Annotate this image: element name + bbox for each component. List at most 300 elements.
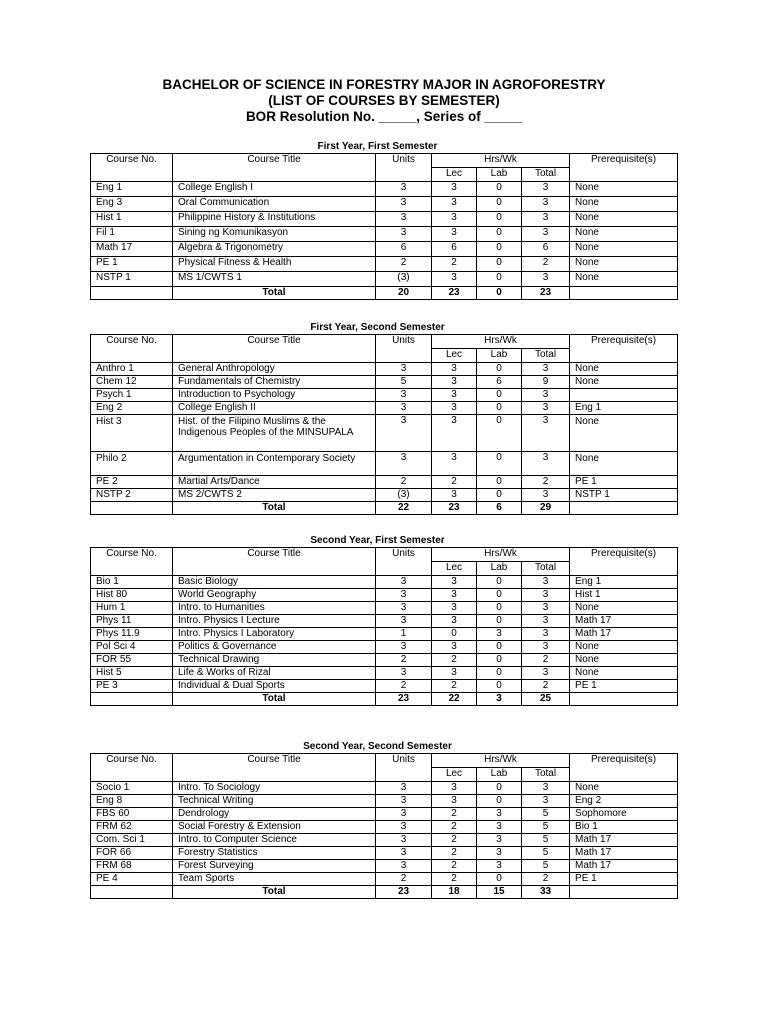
totals-total: 29 xyxy=(522,502,570,515)
totals-lab: 3 xyxy=(477,693,522,706)
course-total-hours: 3 xyxy=(522,782,570,795)
table-row xyxy=(91,808,678,821)
bor-resolution: BOR Resolution No. _____, Series of _____ xyxy=(245,109,523,124)
header-prerequisites: Prerequisite(s) xyxy=(570,154,678,182)
totals-row xyxy=(91,693,678,706)
course-units: 3 xyxy=(376,363,432,376)
course-title: MS 1/CWTS 1 xyxy=(173,272,376,287)
header-lec: Lec xyxy=(432,562,477,576)
course-title: Martial Arts/Dance xyxy=(173,476,376,489)
course-no: FOR 55 xyxy=(91,654,173,667)
course-prerequisite: None xyxy=(570,257,678,272)
course-lab-hours: 0 xyxy=(477,654,522,667)
course-title: Intro. to Computer Science xyxy=(173,834,376,847)
header-hrs-wk: Hrs/Wk xyxy=(432,154,570,168)
course-title: Intro. Physics I Laboratory xyxy=(173,628,376,641)
course-prerequisite: None xyxy=(570,782,678,795)
course-lec-hours: 2 xyxy=(432,680,477,693)
header-total: Total xyxy=(522,562,570,576)
table-row xyxy=(91,197,678,212)
table-row xyxy=(91,182,678,197)
course-units: 3 xyxy=(376,795,432,808)
header-course-title: Course Title xyxy=(173,548,376,576)
course-title: Argumentation in Contemporary Society xyxy=(173,452,376,476)
course-lab-hours: 0 xyxy=(477,641,522,654)
course-lec-hours: 2 xyxy=(432,873,477,886)
course-total-hours: 3 xyxy=(522,641,570,654)
document-header xyxy=(0,77,768,125)
table-row xyxy=(91,667,678,680)
course-lec-hours: 2 xyxy=(432,834,477,847)
course-lec-hours: 2 xyxy=(432,847,477,860)
header-lab: Lab xyxy=(477,562,522,576)
table-row xyxy=(91,476,678,489)
totals-empty-cell xyxy=(91,502,173,515)
course-no: PE 4 xyxy=(91,873,173,886)
course-lec-hours: 3 xyxy=(432,376,477,389)
course-no: Hist 3 xyxy=(91,415,173,452)
course-prerequisite: Math 17 xyxy=(570,860,678,873)
semester-section xyxy=(90,322,677,515)
semester-section xyxy=(90,141,677,300)
course-lec-hours: 3 xyxy=(432,489,477,502)
course-prerequisite: None xyxy=(570,654,678,667)
course-no: Socio 1 xyxy=(91,782,173,795)
course-total-hours: 3 xyxy=(522,667,570,680)
course-total-hours: 3 xyxy=(522,182,570,197)
course-prerequisite: Math 17 xyxy=(570,615,678,628)
table-row xyxy=(91,576,678,589)
course-total-hours: 2 xyxy=(522,257,570,272)
course-title: Forest Surveying xyxy=(173,860,376,873)
totals-lab: 0 xyxy=(477,287,522,300)
course-total-hours: 5 xyxy=(522,834,570,847)
course-lab-hours: 0 xyxy=(477,257,522,272)
course-no: FRM 68 xyxy=(91,860,173,873)
course-lec-hours: 2 xyxy=(432,257,477,272)
totals-lec: 18 xyxy=(432,886,477,899)
semester-title: First Year, First Semester xyxy=(317,141,438,152)
header-hrs-wk: Hrs/Wk xyxy=(432,754,570,768)
totals-empty-cell xyxy=(91,287,173,300)
course-lec-hours: 3 xyxy=(432,197,477,212)
course-prerequisite: Hist 1 xyxy=(570,589,678,602)
course-total-hours: 3 xyxy=(522,212,570,227)
course-title: Dendrology xyxy=(173,808,376,821)
course-title: Fundamentals of Chemistry xyxy=(173,376,376,389)
course-prerequisite: PE 1 xyxy=(570,680,678,693)
table-row xyxy=(91,402,678,415)
header-total: Total xyxy=(522,768,570,782)
course-lec-hours: 3 xyxy=(432,272,477,287)
table-row xyxy=(91,834,678,847)
course-total-hours: 3 xyxy=(522,197,570,212)
course-prerequisite: Math 17 xyxy=(570,628,678,641)
table-row xyxy=(91,641,678,654)
course-units: 2 xyxy=(376,680,432,693)
course-title: Basic Biology xyxy=(173,576,376,589)
course-lab-hours: 0 xyxy=(477,415,522,452)
course-lab-hours: 0 xyxy=(477,602,522,615)
course-lab-hours: 0 xyxy=(477,363,522,376)
header-course-title: Course Title xyxy=(173,154,376,182)
course-no: FBS 60 xyxy=(91,808,173,821)
table-row xyxy=(91,589,678,602)
course-units: 3 xyxy=(376,615,432,628)
course-lec-hours: 3 xyxy=(432,415,477,452)
course-title: Physical Fitness & Health xyxy=(173,257,376,272)
course-lec-hours: 2 xyxy=(432,654,477,667)
course-units: 3 xyxy=(376,402,432,415)
course-total-hours: 9 xyxy=(522,376,570,389)
course-no: PE 2 xyxy=(91,476,173,489)
course-title: Social Forestry & Extension xyxy=(173,821,376,834)
table-row xyxy=(91,489,678,502)
course-lec-hours: 3 xyxy=(432,782,477,795)
course-total-hours: 3 xyxy=(522,402,570,415)
course-units: 3 xyxy=(376,415,432,452)
totals-empty-cell xyxy=(570,502,678,515)
table-row xyxy=(91,452,678,476)
table-header-row xyxy=(91,335,678,349)
course-prerequisite: None xyxy=(570,376,678,389)
header-total: Total xyxy=(522,349,570,363)
course-lab-hours: 3 xyxy=(477,834,522,847)
course-total-hours: 3 xyxy=(522,628,570,641)
header-total: Total xyxy=(522,168,570,182)
course-units: 2 xyxy=(376,873,432,886)
course-title: Forestry Statistics xyxy=(173,847,376,860)
course-no: Anthro 1 xyxy=(91,363,173,376)
header-lab: Lab xyxy=(477,168,522,182)
course-lab-hours: 0 xyxy=(477,197,522,212)
totals-label: Total xyxy=(173,502,376,515)
course-units: 3 xyxy=(376,197,432,212)
course-lab-hours: 3 xyxy=(477,860,522,873)
course-prerequisite: Eng 1 xyxy=(570,402,678,415)
course-lab-hours: 0 xyxy=(477,576,522,589)
course-no: Philo 2 xyxy=(91,452,173,476)
course-lec-hours: 3 xyxy=(432,363,477,376)
course-lec-hours: 3 xyxy=(432,667,477,680)
course-title: Intro. Physics I Lecture xyxy=(173,615,376,628)
totals-empty-cell xyxy=(91,693,173,706)
course-prerequisite: Eng 1 xyxy=(570,576,678,589)
course-prerequisite: None xyxy=(570,415,678,452)
course-no: FRM 62 xyxy=(91,821,173,834)
course-total-hours: 3 xyxy=(522,389,570,402)
totals-lab: 6 xyxy=(477,502,522,515)
semester-title: Second Year, First Semester xyxy=(310,535,445,546)
header-hrs-wk: Hrs/Wk xyxy=(432,548,570,562)
table-header-row xyxy=(91,154,678,168)
course-no: NSTP 2 xyxy=(91,489,173,502)
course-no: Eng 3 xyxy=(91,197,173,212)
course-no: FOR 66 xyxy=(91,847,173,860)
course-title: Hist. of the Filipino Muslims & the Indigenous Peoples of the MINSUPALA xyxy=(173,415,376,452)
header-lec: Lec xyxy=(432,168,477,182)
table-row xyxy=(91,272,678,287)
course-prerequisite: NSTP 1 xyxy=(570,489,678,502)
course-table xyxy=(90,753,678,899)
course-prerequisite: Bio 1 xyxy=(570,821,678,834)
header-course-no: Course No. xyxy=(91,335,173,363)
course-prerequisite: PE 1 xyxy=(570,476,678,489)
table-row xyxy=(91,782,678,795)
header-units: Units xyxy=(376,154,432,182)
semester-section xyxy=(90,535,677,706)
course-lec-hours: 0 xyxy=(432,628,477,641)
course-units: 3 xyxy=(376,389,432,402)
course-total-hours: 3 xyxy=(522,452,570,476)
semester-title: First Year, Second Semester xyxy=(310,322,445,333)
course-total-hours: 3 xyxy=(522,227,570,242)
header-prerequisites: Prerequisite(s) xyxy=(570,335,678,363)
table-row xyxy=(91,212,678,227)
course-total-hours: 3 xyxy=(522,489,570,502)
course-lab-hours: 0 xyxy=(477,389,522,402)
course-units: 3 xyxy=(376,834,432,847)
course-total-hours: 5 xyxy=(522,821,570,834)
course-units: 3 xyxy=(376,782,432,795)
course-no: Bio 1 xyxy=(91,576,173,589)
course-table xyxy=(90,547,678,706)
table-row xyxy=(91,821,678,834)
header-lab: Lab xyxy=(477,768,522,782)
course-no: Phys 11 xyxy=(91,615,173,628)
course-prerequisite: None xyxy=(570,363,678,376)
course-lab-hours: 0 xyxy=(477,489,522,502)
course-lab-hours: 0 xyxy=(477,476,522,489)
course-lab-hours: 0 xyxy=(477,227,522,242)
header-lec: Lec xyxy=(432,349,477,363)
course-total-hours: 3 xyxy=(522,795,570,808)
course-lab-hours: 0 xyxy=(477,452,522,476)
course-prerequisite xyxy=(570,389,678,402)
totals-empty-cell xyxy=(570,886,678,899)
course-lec-hours: 3 xyxy=(432,389,477,402)
course-no: Hist 5 xyxy=(91,667,173,680)
course-title: Sining ng Komunikasyon xyxy=(173,227,376,242)
course-prerequisite: Sophomore xyxy=(570,808,678,821)
course-prerequisite: None xyxy=(570,242,678,257)
course-lab-hours: 0 xyxy=(477,182,522,197)
header-course-no: Course No. xyxy=(91,754,173,782)
course-units: 3 xyxy=(376,589,432,602)
course-lab-hours: 3 xyxy=(477,628,522,641)
course-lec-hours: 3 xyxy=(432,602,477,615)
header-prerequisites: Prerequisite(s) xyxy=(570,754,678,782)
course-title: Individual & Dual Sports xyxy=(173,680,376,693)
course-prerequisite: None xyxy=(570,272,678,287)
semester-section xyxy=(90,741,677,899)
header-hrs-wk: Hrs/Wk xyxy=(432,335,570,349)
course-lab-hours: 0 xyxy=(477,873,522,886)
course-units: 3 xyxy=(376,860,432,873)
course-units: 6 xyxy=(376,242,432,257)
totals-units: 23 xyxy=(376,693,432,706)
header-prerequisites: Prerequisite(s) xyxy=(570,548,678,576)
course-prerequisite: Math 17 xyxy=(570,834,678,847)
course-no: Com. Sci 1 xyxy=(91,834,173,847)
course-total-hours: 5 xyxy=(522,847,570,860)
course-no: Eng 1 xyxy=(91,182,173,197)
header-course-title: Course Title xyxy=(173,335,376,363)
course-lec-hours: 3 xyxy=(432,227,477,242)
course-prerequisite: Eng 2 xyxy=(570,795,678,808)
course-lab-hours: 0 xyxy=(477,272,522,287)
course-no: Pol Sci 4 xyxy=(91,641,173,654)
header-course-no: Course No. xyxy=(91,154,173,182)
course-lec-hours: 3 xyxy=(432,795,477,808)
course-units: 5 xyxy=(376,376,432,389)
course-total-hours: 2 xyxy=(522,873,570,886)
header-units: Units xyxy=(376,548,432,576)
table-row xyxy=(91,615,678,628)
course-title: Introduction to Psychology xyxy=(173,389,376,402)
course-total-hours: 3 xyxy=(522,615,570,628)
course-no: Math 17 xyxy=(91,242,173,257)
list-subtitle: (LIST OF COURSES BY SEMESTER) xyxy=(268,93,500,108)
table-row xyxy=(91,602,678,615)
course-total-hours: 2 xyxy=(522,476,570,489)
table-row xyxy=(91,257,678,272)
header-lab: Lab xyxy=(477,349,522,363)
course-lec-hours: 6 xyxy=(432,242,477,257)
course-total-hours: 2 xyxy=(522,654,570,667)
totals-total: 33 xyxy=(522,886,570,899)
course-prerequisite: None xyxy=(570,227,678,242)
course-lab-hours: 0 xyxy=(477,212,522,227)
course-units: 3 xyxy=(376,821,432,834)
course-no: Phys 11.9 xyxy=(91,628,173,641)
totals-empty-cell xyxy=(570,693,678,706)
course-title: Team Sports xyxy=(173,873,376,886)
course-units: 3 xyxy=(376,847,432,860)
course-no: NSTP 1 xyxy=(91,272,173,287)
course-title: General Anthropology xyxy=(173,363,376,376)
course-total-hours: 5 xyxy=(522,860,570,873)
course-lec-hours: 2 xyxy=(432,808,477,821)
course-title: Technical Drawing xyxy=(173,654,376,667)
course-units: 3 xyxy=(376,602,432,615)
totals-lec: 22 xyxy=(432,693,477,706)
course-total-hours: 2 xyxy=(522,680,570,693)
course-units: 3 xyxy=(376,452,432,476)
course-lec-hours: 3 xyxy=(432,641,477,654)
course-units: 3 xyxy=(376,182,432,197)
header-units: Units xyxy=(376,754,432,782)
course-lec-hours: 3 xyxy=(432,452,477,476)
course-prerequisite: None xyxy=(570,197,678,212)
course-title: Algebra & Trigonometry xyxy=(173,242,376,257)
course-units: 3 xyxy=(376,576,432,589)
course-title: MS 2/CWTS 2 xyxy=(173,489,376,502)
course-title: Intro. To Sociology xyxy=(173,782,376,795)
table-row xyxy=(91,860,678,873)
course-no: Fil 1 xyxy=(91,227,173,242)
course-prerequisite: None xyxy=(570,212,678,227)
course-title: World Geography xyxy=(173,589,376,602)
course-lec-hours: 3 xyxy=(432,212,477,227)
course-no: Eng 2 xyxy=(91,402,173,415)
totals-row xyxy=(91,502,678,515)
course-table xyxy=(90,153,678,300)
course-lab-hours: 0 xyxy=(477,615,522,628)
course-lab-hours: 0 xyxy=(477,782,522,795)
course-title: College English I xyxy=(173,182,376,197)
course-prerequisite: PE 1 xyxy=(570,873,678,886)
table-row xyxy=(91,795,678,808)
course-lab-hours: 6 xyxy=(477,376,522,389)
totals-units: 22 xyxy=(376,502,432,515)
course-total-hours: 3 xyxy=(522,415,570,452)
totals-label: Total xyxy=(173,287,376,300)
course-units: 3 xyxy=(376,227,432,242)
totals-lec: 23 xyxy=(432,502,477,515)
course-title: College English II xyxy=(173,402,376,415)
course-title: Life & Works of Rizal xyxy=(173,667,376,680)
course-units: 3 xyxy=(376,641,432,654)
course-lec-hours: 2 xyxy=(432,821,477,834)
course-no: Chem 12 xyxy=(91,376,173,389)
course-lab-hours: 0 xyxy=(477,242,522,257)
course-lab-hours: 0 xyxy=(477,589,522,602)
course-no: Hum 1 xyxy=(91,602,173,615)
totals-units: 20 xyxy=(376,287,432,300)
course-units: 3 xyxy=(376,667,432,680)
semester-title: Second Year, Second Semester xyxy=(303,741,452,752)
course-lab-hours: 3 xyxy=(477,808,522,821)
table-row xyxy=(91,680,678,693)
course-lec-hours: 3 xyxy=(432,589,477,602)
table-header-row xyxy=(91,754,678,768)
course-prerequisite: None xyxy=(570,452,678,476)
course-table xyxy=(90,334,678,515)
table-row xyxy=(91,363,678,376)
course-units: (3) xyxy=(376,489,432,502)
course-no: PE 1 xyxy=(91,257,173,272)
course-lec-hours: 3 xyxy=(432,615,477,628)
table-row xyxy=(91,389,678,402)
course-title: Oral Communication xyxy=(173,197,376,212)
totals-label: Total xyxy=(173,886,376,899)
table-row xyxy=(91,847,678,860)
course-prerequisite: None xyxy=(570,182,678,197)
course-lab-hours: 3 xyxy=(477,847,522,860)
course-lab-hours: 0 xyxy=(477,402,522,415)
course-lab-hours: 3 xyxy=(477,821,522,834)
header-units: Units xyxy=(376,335,432,363)
course-prerequisite: None xyxy=(570,667,678,680)
course-total-hours: 3 xyxy=(522,576,570,589)
table-row xyxy=(91,415,678,452)
table-row xyxy=(91,227,678,242)
course-total-hours: 3 xyxy=(522,272,570,287)
table-row xyxy=(91,873,678,886)
course-units: 2 xyxy=(376,654,432,667)
course-prerequisite: Math 17 xyxy=(570,847,678,860)
totals-row xyxy=(91,886,678,899)
course-title: Philippine History & Institutions xyxy=(173,212,376,227)
course-lec-hours: 3 xyxy=(432,402,477,415)
course-no: Hist 1 xyxy=(91,212,173,227)
course-no: PE 3 xyxy=(91,680,173,693)
totals-label: Total xyxy=(173,693,376,706)
course-title: Intro. to Humanities xyxy=(173,602,376,615)
course-title: Politics & Governance xyxy=(173,641,376,654)
course-total-hours: 3 xyxy=(522,589,570,602)
